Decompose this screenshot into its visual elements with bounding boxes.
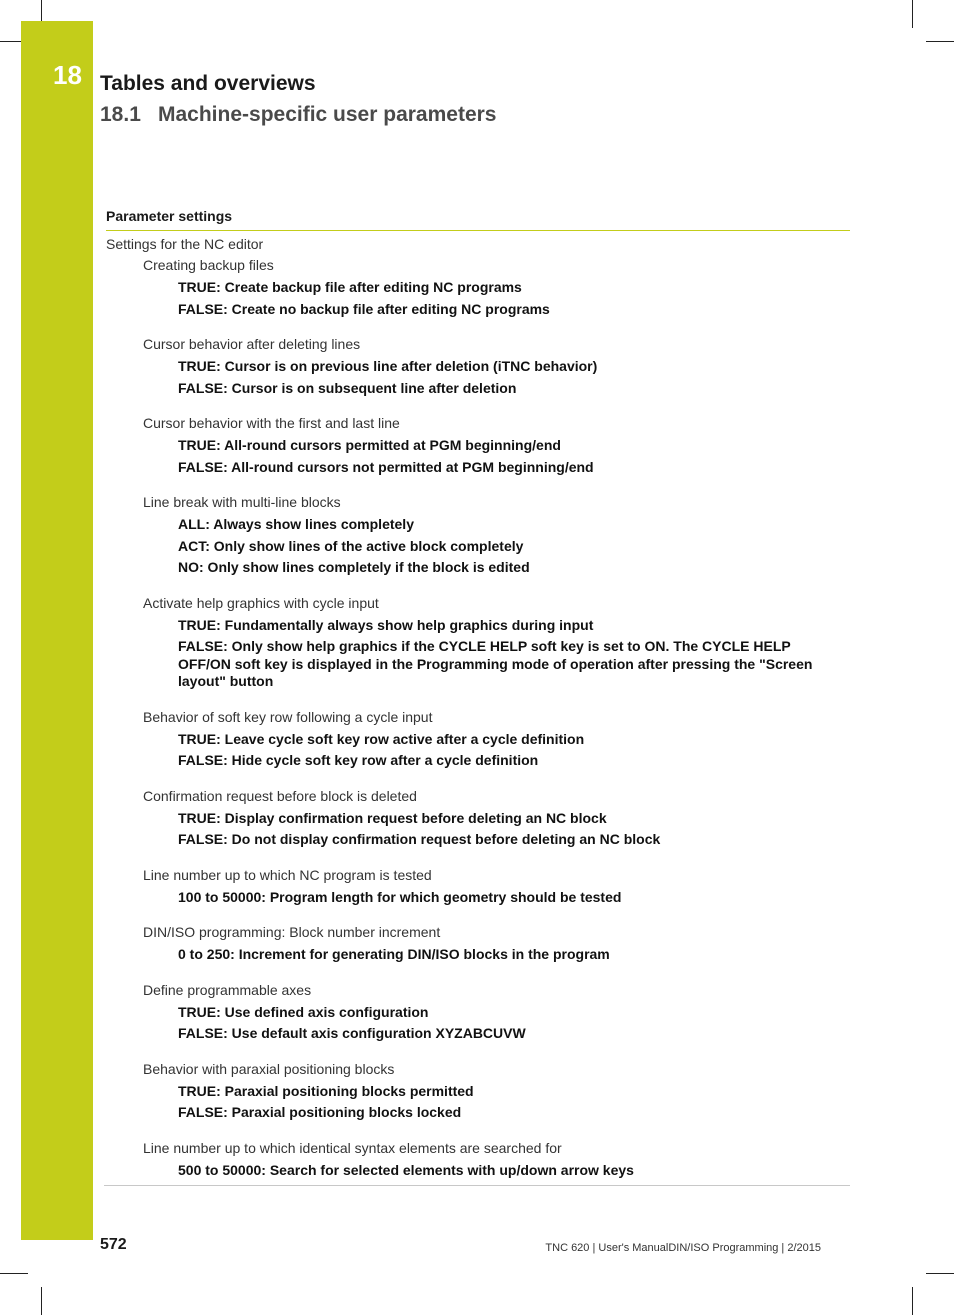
chapter-title: Tables and overviews — [100, 72, 316, 95]
parameter-entry — [143, 492, 850, 577]
section-number: 18.1 — [100, 103, 141, 126]
parameter-option: FALSE: All-round cursors not permitted at PGM beginning/end — [178, 458, 594, 475]
parameter-option: FALSE: Hide cycle soft key row after a cycle definition — [178, 752, 539, 768]
parameter-entry — [143, 334, 850, 397]
footer-text: TNC 620 | User's ManualDIN/ISO Programming | 2/2015 — [545, 1242, 821, 1254]
parameter-label: Behavior with paraxial positioning blocks — [143, 1060, 395, 1077]
parameter-option: 500 to 50000: Search for selected elements with up/down arrow keys — [178, 1161, 634, 1178]
parameter-label: Line number up to which identical syntax elements are searched for — [143, 1139, 562, 1156]
parameter-label: Cursor behavior with the first and last line — [143, 415, 400, 431]
parameter-label: Line number up to which NC program is tested — [143, 866, 432, 883]
parameter-label: Confirmation request before block is deleted — [143, 787, 417, 804]
parameter-option: TRUE: Leave cycle soft key row active after a cycle definition — [178, 730, 585, 747]
parameter-option: TRUE: Cursor is on previous line after deletion (iTNC behavior) — [178, 358, 598, 374]
crop-mark — [912, 1287, 913, 1315]
crop-mark — [912, 0, 913, 28]
parameter-option: ALL: Always show lines completely — [178, 516, 414, 532]
crop-mark — [926, 41, 954, 42]
parameter-option: FALSE: Use default axis configuration XYZABCUVW — [178, 1025, 526, 1041]
chapter-number: 18 — [53, 60, 82, 90]
parameter-entry — [143, 255, 850, 318]
parameter-option: 0 to 250: Increment for generating DIN/ISO blocks in the program — [178, 946, 610, 962]
parameter-entry — [143, 922, 850, 964]
parameter-label: Activate help graphics with cycle input — [143, 594, 379, 611]
parameter-entry — [143, 593, 850, 691]
parameter-entry — [143, 1138, 850, 1180]
parameter-option: 100 to 50000: Program length for which geometry should be tested — [178, 888, 622, 905]
bottom-divider — [104, 1185, 850, 1186]
section-title-row — [100, 103, 496, 127]
parameter-list — [106, 255, 850, 1179]
parameter-option: ACT: Only show lines of the active block completely — [178, 537, 524, 554]
parameter-label: DIN/ISO programming: Block number increment — [143, 924, 441, 940]
crop-mark — [0, 1273, 28, 1274]
group-label: Settings for the NC editor — [106, 236, 264, 252]
chapter-sidebar — [21, 21, 93, 1240]
section-title: Machine-specific user parameters — [158, 103, 497, 126]
crop-mark — [0, 41, 21, 42]
parameter-option: TRUE: Use defined axis configuration — [178, 1003, 429, 1020]
parameter-label: Creating backup files — [143, 257, 274, 273]
parameter-option: FALSE: Create no backup file after editing NC programs — [178, 300, 550, 317]
parameter-option: TRUE: All-round cursors permitted at PGM beginning/end — [178, 437, 561, 453]
parameter-content — [106, 208, 850, 1195]
parameter-entry — [143, 865, 850, 907]
parameter-option: FALSE: Cursor is on subsequent line after deletion — [178, 379, 517, 396]
parameter-entry — [143, 1059, 850, 1122]
parameter-label: Line break with multi-line blocks — [143, 494, 341, 510]
parameter-option: TRUE: Fundamentally always show help graphics during input — [178, 616, 594, 633]
parameter-option: TRUE: Display confirmation request before deleting an NC block — [178, 809, 607, 826]
parameter-label: Behavior of soft key row following a cycle input — [143, 708, 433, 725]
parameter-label: Cursor behavior after deleting lines — [143, 336, 361, 352]
crop-mark — [41, 0, 42, 21]
page-number: 572 — [100, 1236, 127, 1253]
parameter-entry — [143, 413, 850, 476]
parameter-option: TRUE: Create backup file after editing NC programs — [178, 279, 522, 295]
parameter-label: Define programmable axes — [143, 981, 312, 998]
crop-mark — [41, 1287, 42, 1315]
section-heading: Parameter settings — [106, 208, 850, 231]
parameter-option: FALSE: Do not display confirmation request before deleting an NC block — [178, 831, 661, 847]
parameter-option: NO: Only show lines completely if the block is edited — [178, 559, 530, 575]
parameter-option: FALSE: Only show help graphics if the CYCLE HELP soft key is set to ON. The CYCLE HELP OFF/ON soft key is displayed in the Programming mode of operation after pressing the "Screen layout" button — [178, 638, 813, 689]
parameter-entry — [143, 786, 850, 849]
parameter-option: TRUE: Paraxial positioning blocks permitted — [178, 1082, 474, 1099]
crop-mark — [926, 1273, 954, 1274]
parameter-option: FALSE: Paraxial positioning blocks locked — [178, 1104, 462, 1120]
parameter-entry — [143, 707, 850, 770]
parameter-entry — [143, 980, 850, 1043]
